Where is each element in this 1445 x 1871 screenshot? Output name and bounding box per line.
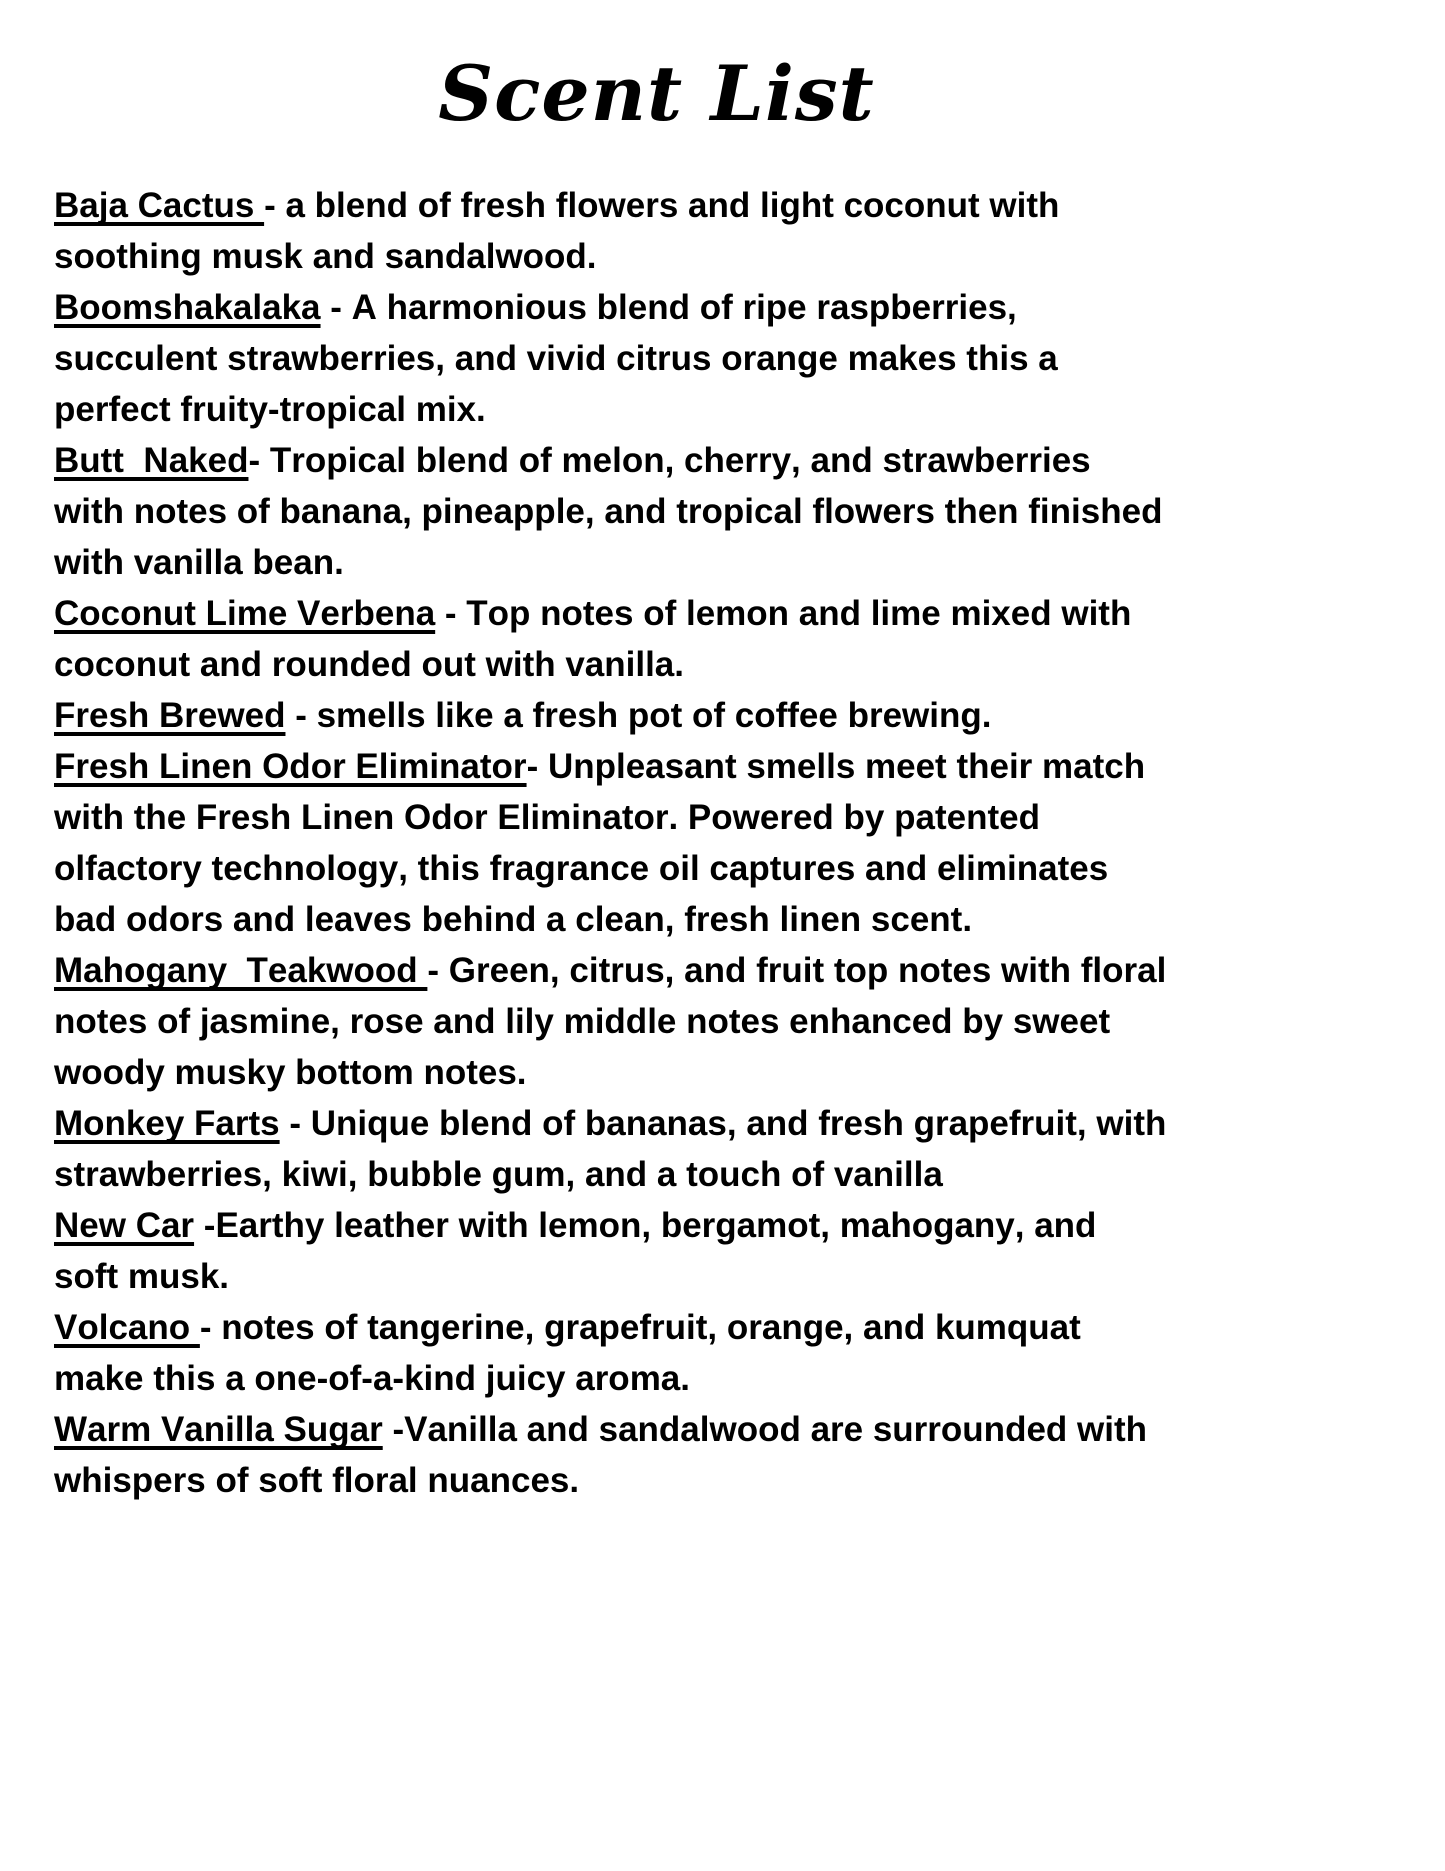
scent-list — [54, 180, 1167, 1506]
scent-entry — [54, 945, 1167, 1098]
scent-name: New Car — [54, 1206, 195, 1246]
scent-entry — [54, 435, 1167, 588]
scent-description: - Green, citrus, and fruit top notes with floral notes of jasmine, rose and lily middle notes enhanced by sweet woody musky bottom notes. — [54, 951, 1167, 1093]
scent-name: Coconut Lime Verbena — [54, 594, 436, 634]
scent-description: - smells like a fresh pot of coffee brewing. — [285, 696, 992, 736]
scent-name: Mahogany Teakwood — [54, 951, 428, 991]
scent-name: Monkey Farts — [54, 1104, 280, 1144]
scent-entry — [54, 282, 1167, 435]
scent-description: -Earthy leather with lemon, bergamot, mahogany, and soft musk. — [54, 1206, 1097, 1297]
scent-name: Fresh Linen Odor Eliminator — [54, 747, 527, 787]
scent-entry — [54, 588, 1167, 690]
page-title: Scent List — [438, 49, 875, 138]
scent-description: - a blend of fresh flowers and light coconut with soothing musk and sandalwood. — [54, 186, 1060, 277]
scent-entry — [54, 690, 1167, 741]
scent-entry — [54, 1098, 1167, 1200]
scent-entry — [54, 1200, 1167, 1302]
scent-name: Boomshakalaka — [54, 288, 321, 328]
scent-description: - notes of tangerine, grapefruit, orange, and kumquat make this a one-of-a-kind juicy aroma. — [54, 1308, 1081, 1399]
scent-entry — [54, 1404, 1167, 1506]
scent-description: - A harmonious blend of ripe raspberries, succulent strawberries, and vivid citrus orange makes this a perfect fruity-tropical mix. — [54, 288, 1058, 430]
scent-entry — [54, 1302, 1167, 1404]
scent-name: Butt Naked — [54, 441, 249, 481]
scent-description: - Unique blend of bananas, and fresh grapefruit, with strawberries, kiwi, bubble gum, and a touch of vanilla — [54, 1104, 1167, 1195]
scent-name: Warm Vanilla Sugar — [54, 1410, 383, 1450]
scent-entry — [54, 741, 1167, 945]
scent-description: - Tropical blend of melon, cherry, and strawberries with notes of banana, pineapple, and tropical flowers then finished with vanilla bean. — [54, 441, 1163, 583]
scent-description: - Top notes of lemon and lime mixed with coconut and rounded out with vanilla. — [54, 594, 1132, 685]
scent-name: Volcano — [54, 1308, 200, 1348]
scent-name: Baja Cactus — [54, 186, 265, 226]
scent-description: - Unpleasant smells meet their match with the Fresh Linen Odor Eliminator. Powered by patented olfactory technology, this fragrance oil captures and eliminates bad odors and leaves behind a clean, fresh linen scent. — [54, 747, 1146, 940]
scent-name: Fresh Brewed — [54, 696, 286, 736]
scent-entry — [54, 180, 1167, 282]
scent-description: -Vanilla and sandalwood are surrounded with whispers of soft floral nuances. — [54, 1410, 1147, 1501]
